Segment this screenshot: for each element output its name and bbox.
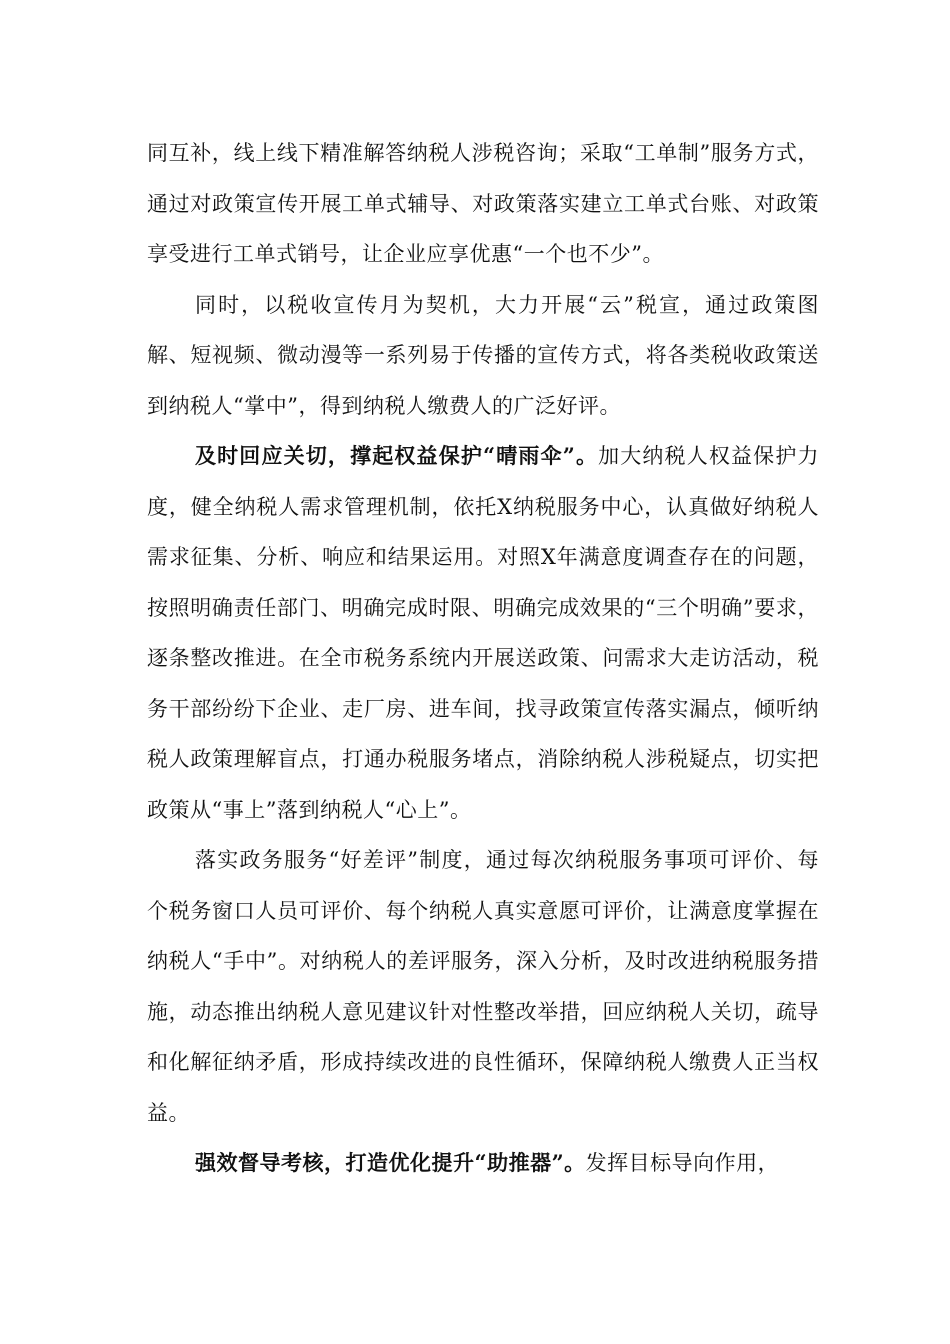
paragraph-2 bbox=[147, 280, 819, 432]
paragraph-5 bbox=[147, 1138, 819, 1189]
paragraph-5-text: 发挥目标导向作用， bbox=[585, 1151, 780, 1175]
paragraph-4-text: 落实政务服务“好差评”制度，通过每次纳税服务事项可评价、每个税务窗口人员可评价、每个纳税人真实意愿可评价，让满意度掌握在纳税人“手中”。对纳税人的差评服务，深入分析，及时改进纳税服务措施，动态推出纳税人意见建议针对性整改举措，回应纳税人关切，疏导和化解征纳矛盾，形成持续改进的良性循环，保障纳税人缴费人正当权益。 bbox=[147, 848, 819, 1125]
paragraph-2-text: 同时，以税收宣传月为契机，大力开展“云”税宣，通过政策图解、短视频、微动漫等一系列易于传播的宣传方式，将各类税收政策送到纳税人“掌中”，得到纳税人缴费人的广泛好评。 bbox=[147, 292, 819, 418]
paragraph-1 bbox=[147, 128, 819, 280]
paragraph-3-heading: 及时回应关切，撑起权益保护“晴雨伞”。 bbox=[195, 443, 599, 468]
paragraph-3 bbox=[147, 431, 819, 835]
paragraph-1-text: 同互补，线上线下精准解答纳税人涉税咨询；采取“工单制”服务方式，通过对政策宣传开展工单式辅导、对政策落实建立工单式台账、对政策享受进行工单式销号，让企业应享优惠“一个也不少”。 bbox=[147, 141, 819, 266]
paragraph-3-text: 加大纳税人权益保护力度，健全纳税人需求管理机制，依托X纳税服务中心，认真做好纳税人需求征集、分析、响应和结果运用。对照X年满意度调查存在的问题，按照明确责任部门、明确完成时限、明确完成效果的“三个明确”要求，逐条整改推进。在全市税务系统内开展送政策、问需求大走访活动，税务干部纷纷下企业、走厂房、进车间，找寻政策宣传落实漏点，倾听纳税人政策理解盲点，打通办税服务堵点，消除纳税人涉税疑点，切实把政策从“事上”落到纳税人“心上”。 bbox=[147, 444, 819, 822]
paragraph-5-heading: 强效督导考核，打造优化提升“助推器”。 bbox=[195, 1150, 586, 1175]
document-body bbox=[147, 128, 819, 1189]
paragraph-4 bbox=[147, 835, 819, 1138]
